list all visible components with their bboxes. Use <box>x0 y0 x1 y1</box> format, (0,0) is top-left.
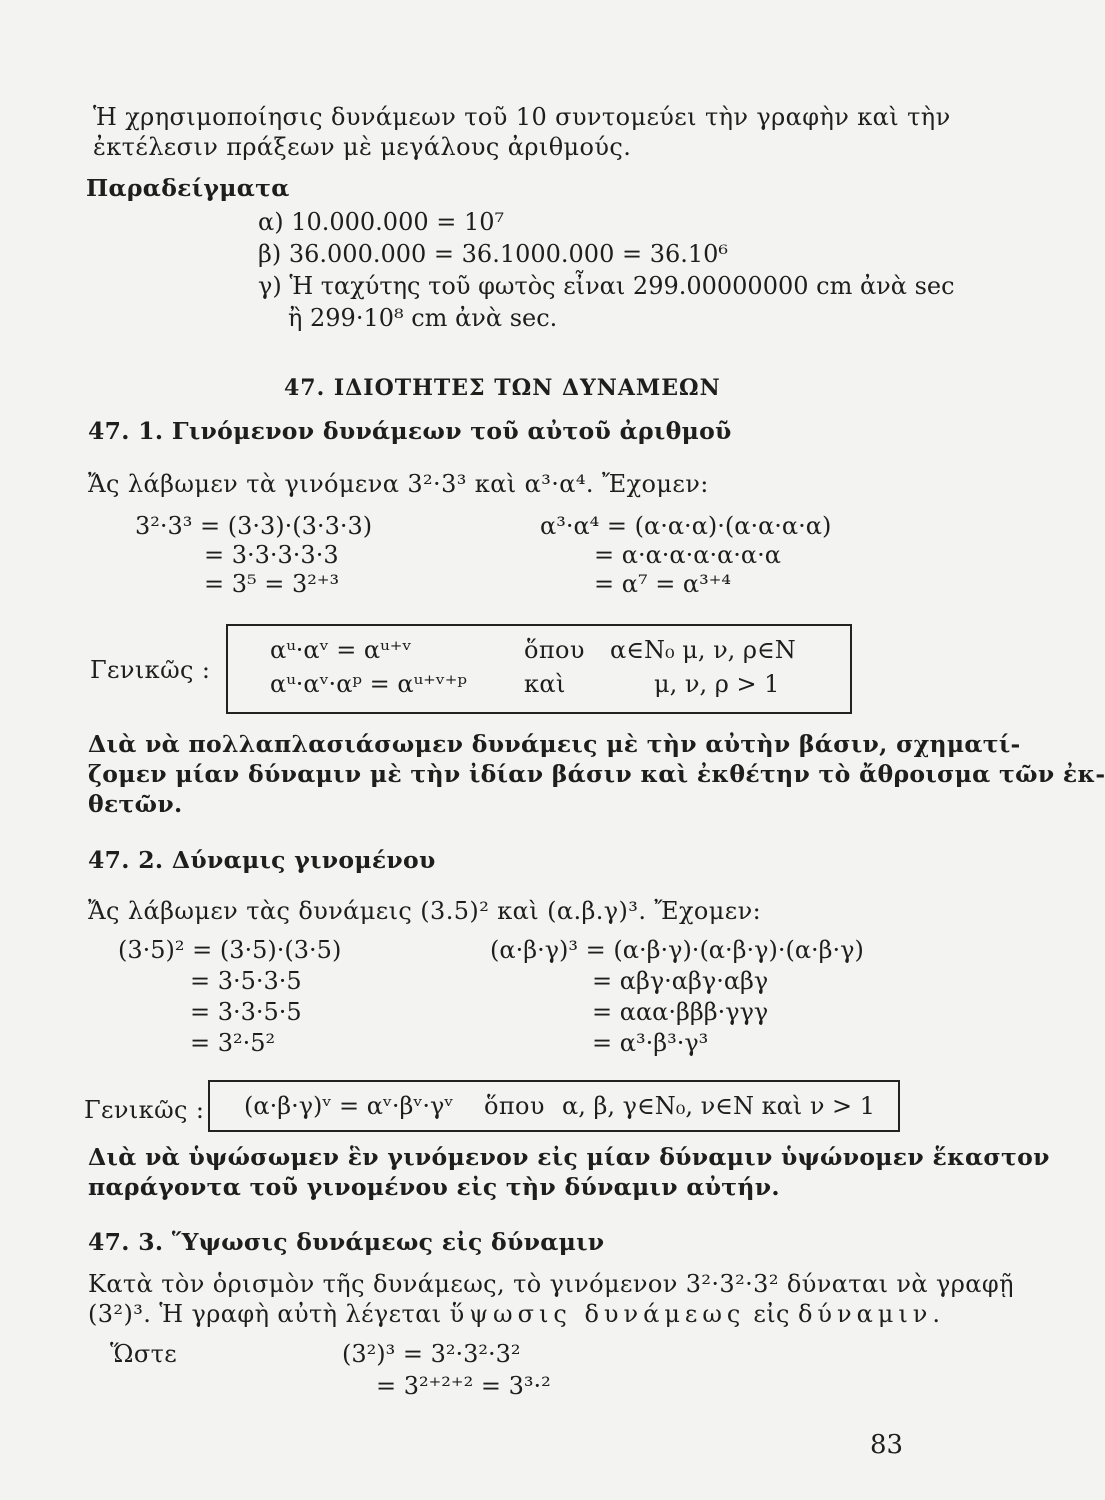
s472-left-1: (3·5)² = (3·5)·(3·5) <box>118 936 342 964</box>
s472-box-opou: ὅπου <box>484 1092 545 1120</box>
s472-box-formula: (α·β·γ)ᵛ = αᵛ·βᵛ·γᵛ <box>244 1092 454 1120</box>
s473-equation-2: = 3²⁺²⁺² = 3³·² <box>376 1372 551 1400</box>
s473-line-1: Κατὰ τὸν ὁρισμὸν τῆς δυνάμεως, τὸ γινόμενον 3²·3²·3² δύναται νὰ γραφῇ <box>88 1270 1014 1298</box>
s473-term-power-of-power: ὕψωσις δυνάμεως <box>449 1300 746 1328</box>
s471-rule-line-1: Διὰ νὰ πολλαπλασιάσωμεν δυνάμεις μὲ τὴν αὐτὴν βάσιν, σχηματί- <box>88 730 1021 758</box>
s471-rule-line-2: ζομεν μίαν δύναμιν μὲ τὴν ἰδίαν βάσιν καὶ ἐκθέτην τὸ ἄθροισμα τῶν ἐκ- <box>88 760 1105 788</box>
s471-box-formula-1: αᵘ·αᵛ = αᵘ⁺ᵛ <box>270 636 412 664</box>
s473-hoste: Ὥστε <box>110 1340 178 1368</box>
s471-right-2: = α·α·α·α·α·α·α <box>594 541 781 569</box>
s472-right-4: = α³·β³·γ³ <box>592 1029 709 1057</box>
s471-box-condition-1: α∈N₀ μ, ν, ρ∈N <box>610 636 796 664</box>
s471-left-1: 3²·3³ = (3·3)·(3·3·3) <box>135 512 373 540</box>
s471-box-formula-2: αᵘ·αᵛ·αᵖ = αᵘ⁺ᵛ⁺ᵖ <box>270 670 468 698</box>
s471-box-opou: ὅπου <box>524 636 585 664</box>
s473-line-2 <box>88 1300 945 1328</box>
s471-box-condition-2: μ, ν, ρ > 1 <box>654 670 780 698</box>
s471-right-3: = α⁷ = α³⁺⁴ <box>594 570 732 598</box>
s472-general-label: Γενικῶς : <box>84 1096 205 1124</box>
s471-general-label: Γενικῶς : <box>90 656 211 684</box>
s472-left-3: = 3·3·5·5 <box>190 998 302 1026</box>
s472-left-4: = 3²·5² <box>190 1029 276 1057</box>
s472-left-2: = 3·5·3·5 <box>190 967 302 995</box>
s471-right-1: α³·α⁴ = (α·α·α)·(α·α·α·α) <box>540 512 832 540</box>
section-title: 47. ΙΔΙΟΤΗΤΕΣ ΤΩΝ ΔΥΝΑΜΕΩΝ <box>284 375 721 401</box>
s472-intro: Ἄς λάβωμεν τὰς δυνάμεις (3.5)² καὶ (α.β.γ)³. Ἔχομεν: <box>88 897 762 925</box>
example-c-line-2: ἢ 299·10⁸ cm ἀνὰ sec. <box>288 304 558 332</box>
s472-box-condition: α, β, γ∈N₀, ν∈N καὶ ν > 1 <box>562 1092 876 1120</box>
intro-line-1: Ἡ χρησιμοποίησις δυνάμεων τοῦ 10 συντομεύει τὴν γραφὴν καὶ τὴν <box>93 103 951 131</box>
example-b: β) 36.000.000 = 36.1000.000 = 36.10⁶ <box>258 240 729 268</box>
s471-box-kai: καὶ <box>524 670 566 698</box>
s471-left-2: = 3·3·3·3·3 <box>204 541 339 569</box>
intro-line-2: ἐκτέλεσιν πράξεων μὲ μεγάλους ἀριθμούς. <box>93 133 632 161</box>
s472-right-2: = αβγ·αβγ·αβγ <box>592 967 769 995</box>
s472-right-1: (α·β·γ)³ = (α·β·γ)·(α·β·γ)·(α·β·γ) <box>490 936 864 964</box>
example-a: α) 10.000.000 = 10⁷ <box>258 208 505 236</box>
s472-right-3: = ααα·βββ·γγγ <box>592 998 769 1026</box>
s471-rule-line-3: θετῶν. <box>88 790 183 818</box>
s473-line-2c: εἰς <box>753 1300 790 1328</box>
examples-heading: Παραδείγματα <box>86 174 290 202</box>
s472-rule-line-1: Διὰ νὰ ὑψώσωμεν ἓν γινόμενον εἰς μίαν δύναμιν ὑψώνομεν ἕκαστον <box>88 1143 1050 1171</box>
page-number: 83 <box>870 1430 904 1460</box>
subsection-47-2-title: 47. 2. Δύναμις γινομένου <box>88 846 436 874</box>
example-c-line-1: γ) Ἡ ταχύτης τοῦ φωτὸς εἶναι 299.00000000 cm ἀνὰ sec <box>258 272 955 300</box>
s471-left-3: = 3⁵ = 3²⁺³ <box>204 570 340 598</box>
subsection-47-3-title: 47. 3. Ὕψωσις δυνάμεως εἰς δύναμιν <box>88 1228 605 1256</box>
s473-line-2a: (3²)³. Ἡ γραφὴ αὐτὴ λέγεται <box>88 1300 442 1328</box>
s472-rule-line-2: παράγοντα τοῦ γινομένου εἰς τὴν δύναμιν αὐτήν. <box>88 1173 780 1201</box>
s473-line-2d: δύναμιν. <box>797 1300 945 1328</box>
s471-intro: Ἄς λάβωμεν τὰ γινόμενα 3²·3³ καὶ α³·α⁴. Ἔχομεν: <box>88 470 709 498</box>
s473-equation-1: (3²)³ = 3²·3²·3² <box>342 1340 521 1368</box>
subsection-47-1-title: 47. 1. Γινόμενον δυνάμεων τοῦ αὐτοῦ ἀριθμοῦ <box>88 417 732 445</box>
